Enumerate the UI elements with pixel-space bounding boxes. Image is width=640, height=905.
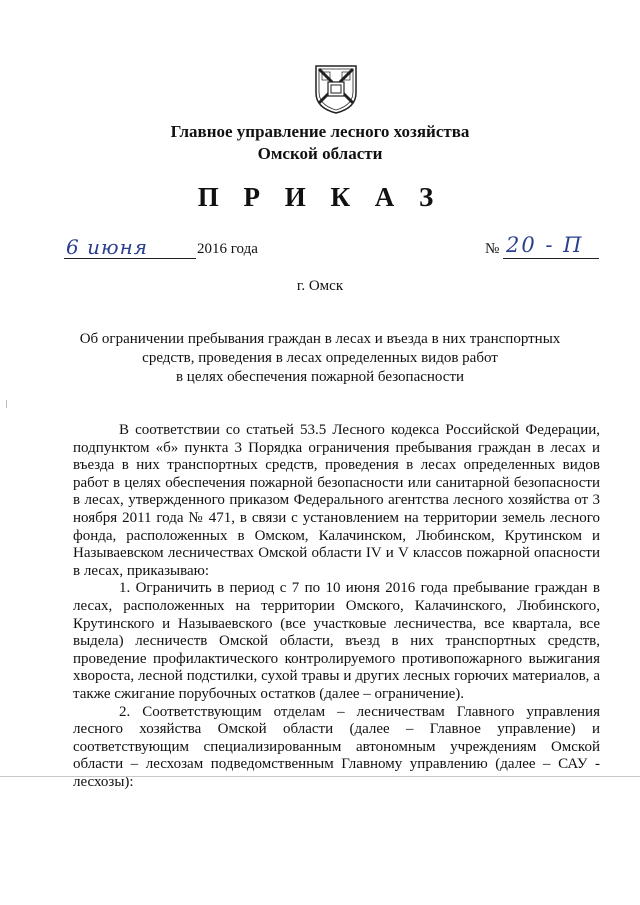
margin-mark: [6, 400, 7, 408]
organization-name-line1: Главное управление лесного хозяйства: [170, 122, 470, 141]
city-name: г. Омск: [296, 278, 344, 294]
organization-name-line2: Омской области: [257, 144, 383, 163]
subject-line3: в целях обеспечения пожарной безопасности: [175, 369, 465, 385]
subject-line1: Об ограничении пребывания граждан в лесах и въезда в них транспортных: [79, 331, 561, 347]
handwritten-date: 6 июня: [66, 235, 148, 259]
scan-fold-line: [0, 776, 640, 777]
coat-of-arms-icon: [313, 63, 359, 115]
clause-1-paragraph: 1. Ограничить в период с 7 по 10 июня 2016 года пребывание граждан в лесах, расположенных на территории Омского, Калачинского, Любинского, Крутинского и Называевского (все участковые лесничества, все квартала, все выдела) лесничеств Омской области, въезд в них транспортных средств, проведение профилактического контролируемого противопожарного выжигания хвороста, лесной подстилки, сухой травы и других лесных горючих материалов, а также сжигание порубочных остатков (далее – ограничение).: [73, 580, 600, 702]
document-type-title: П Р И К А З: [197, 182, 443, 212]
number-underline: [503, 258, 599, 259]
order-body: [73, 422, 600, 791]
date-year: 2016 года: [197, 241, 258, 257]
date-underline: [64, 258, 196, 259]
preamble-paragraph: В соответствии со статьей 53.5 Лесного кодекса Российской Федерации, подпунктом «б» пункта 3 Порядка ограничения пребывания граждан в лесах и въезда в них транспортных средств, проведения в лесах определенных видов работ в целях обеспечения пожарной безопасности или санитарной безопасности в лесах, утвержденного приказом Федерального агентства лесного хозяйства от 3 ноября 2011 года № 471, в связи с установлением на территории земель лесного фонда, расположенных в Омском, Калачинском, Любинском, Крутинском и Называевском лесничествах Омской области IV и V классов пожарной опасности в лесах, приказываю:: [73, 422, 600, 579]
clause-2-paragraph: 2. Соответствующим отделам – лесничествам Главного управления лесного хозяйства Омской области (далее – Главное управление) и соответствующим специализированным автономным учреждениям Омской области – лесхозам подведомственным Главному управлению (далее – САУ - лесхозы):: [73, 703, 600, 790]
handwritten-order-number: 20 - П: [506, 233, 584, 257]
subject-line2: средств, проведения в лесах определенных видов работ: [142, 350, 498, 366]
number-sign: №: [485, 241, 500, 257]
order-subject: [60, 330, 580, 387]
